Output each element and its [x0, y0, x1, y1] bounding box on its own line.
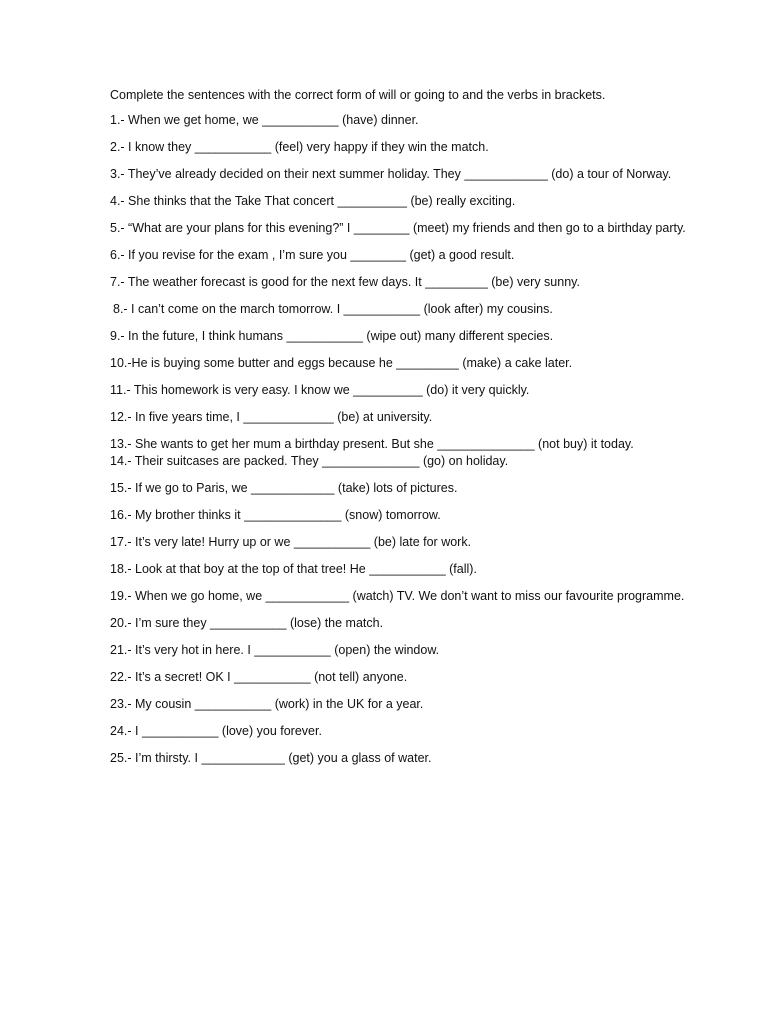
exercise-item-6: 6.- If you revise for the exam , I’m sure you ________ (get) a good result. [110, 248, 515, 262]
exercise-item-19: 19.- When we go home, we ____________ (watch) TV. We don’t want to miss our favourite programme. [110, 589, 685, 603]
worksheet-instructions: Complete the sentences with the correct form of will or going to and the verbs in brackets. [110, 88, 606, 102]
exercise-item-14: 14.- Their suitcases are packed. They ______________ (go) on holiday. [110, 454, 509, 468]
exercise-item-11: 11.- This homework is very easy. I know we __________ (do) it very quickly. [110, 383, 530, 397]
exercise-item-18: 18.- Look at that boy at the top of that tree! He ___________ (fall). [110, 562, 477, 576]
exercise-item-5: 5.- “What are your plans for this evening?” I ________ (meet) my friends and then go to a birthday party. [110, 221, 686, 235]
exercise-item-12: 12.- In five years time, I _____________ (be) at university. [110, 410, 433, 424]
exercise-item-3: 3.- They’ve already decided on their next summer holiday. They ____________ (do) a tour of Norway. [110, 167, 672, 181]
exercise-item-4: 4.- She thinks that the Take That concert __________ (be) really exciting. [110, 194, 516, 208]
exercise-item-22: 22.- It’s a secret! OK I ___________ (not tell) anyone. [110, 670, 408, 684]
exercise-item-8: 8.- I can’t come on the march tomorrow. I ___________ (look after) my cousins. [113, 302, 553, 316]
exercise-item-7: 7.- The weather forecast is good for the next few days. It _________ (be) very sunny. [110, 275, 580, 289]
exercise-item-1: 1.- When we get home, we ___________ (have) dinner. [110, 113, 419, 127]
exercise-item-21: 21.- It’s very hot in here. I ___________ (open) the window. [110, 643, 440, 657]
exercise-item-24: 24.- I ___________ (love) you forever. [110, 724, 322, 738]
exercise-item-23: 23.- My cousin ___________ (work) in the UK for a year. [110, 697, 424, 711]
exercise-item-25: 25.- I’m thirsty. I ____________ (get) you a glass of water. [110, 751, 432, 765]
exercise-item-2: 2.- I know they ___________ (feel) very happy if they win the match. [110, 140, 489, 154]
exercise-item-16: 16.- My brother thinks it ______________ (snow) tomorrow. [110, 508, 441, 522]
worksheet-page [110, 86, 730, 777]
exercise-item-15: 15.- If we go to Paris, we ____________ (take) lots of pictures. [110, 481, 458, 495]
exercise-item-17: 17.- It’s very late! Hurry up or we ___________ (be) late for work. [110, 535, 472, 549]
exercise-item-13: 13.- She wants to get her mum a birthday present. But she ______________ (not buy) it today. [110, 437, 634, 451]
exercise-item-9: 9.- In the future, I think humans ___________ (wipe out) many different species. [110, 329, 554, 343]
exercise-item-10: 10.-He is buying some butter and eggs because he _________ (make) a cake later. [110, 356, 573, 370]
exercise-item-20: 20.- I’m sure they ___________ (lose) the match. [110, 616, 384, 630]
